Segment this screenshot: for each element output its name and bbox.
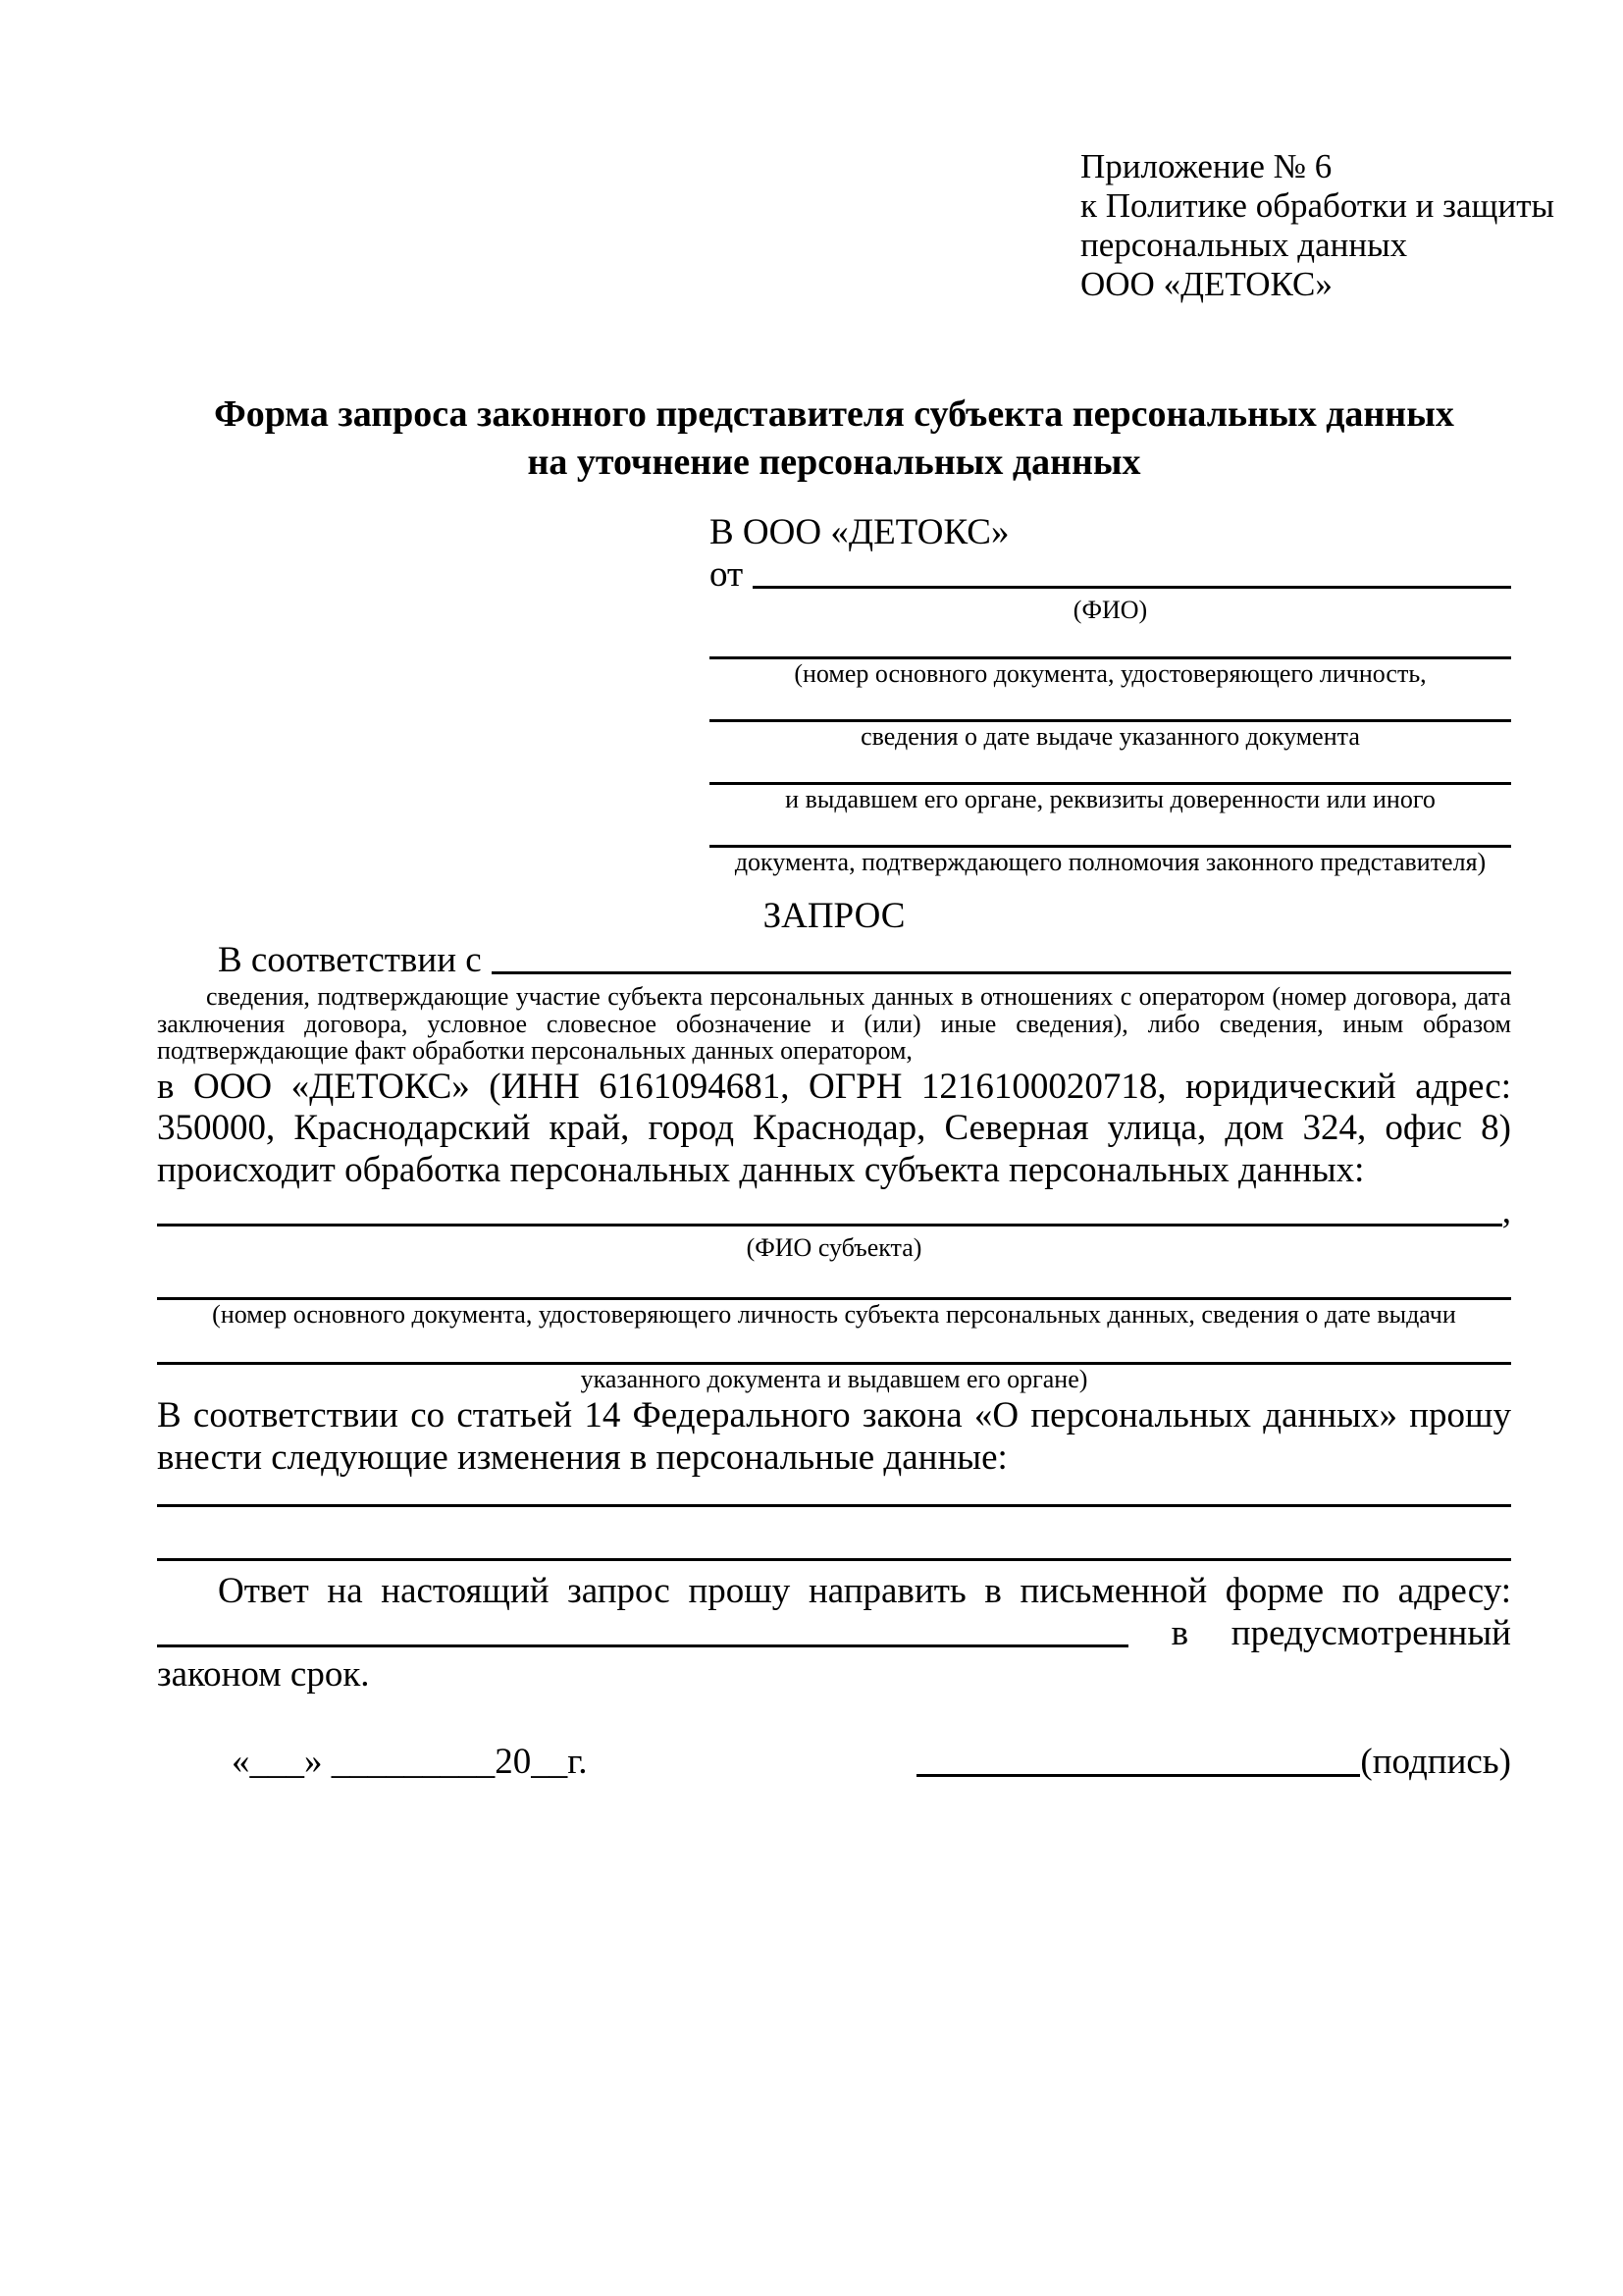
subject-doc-caption-2: указанного документа и выдавшем его органе) <box>580 1365 1088 1394</box>
date-line: «___» _________20__г. <box>232 1741 588 1782</box>
subject-fio-blank-line <box>157 1224 1502 1226</box>
form-title <box>157 391 1511 488</box>
addressee-block <box>709 512 1511 876</box>
address-row <box>157 1613 1511 1655</box>
appendix-line-2: к Политике обработки и защиты <box>1080 185 1555 225</box>
operator-paragraph: в ООО «ДЕТОКС» (ИНН 6161094681, ОГРН 1216100020718, юридический адрес: 350000, Краснодарский край, город Краснодар, Северная улица, дом 324, офис 8) происходит обработка персональных данных субъекта персональных данных: <box>157 1066 1511 1190</box>
doc-line-group-2 <box>709 719 1511 751</box>
changes-blank-line-2 <box>157 1558 1511 1561</box>
form-title-line-1: Форма запроса законного представителя субъекта персональных данных <box>214 392 1454 435</box>
appendix-line-1: Приложение № 6 <box>1080 147 1333 185</box>
intro-label: В соответствии с <box>218 939 482 980</box>
subject-fio-row <box>157 1191 1511 1233</box>
intro-footnote: сведения, подтверждающие участие субъекта персональных данных в отношениях с оператором (номер договора, дата заключения договора, условное словесное обозначение и (или) иные сведения), либо сведения, иным образом подтверждающие факт обработки персональных данных оператором, <box>157 982 1511 1066</box>
doc-line-group-1 <box>709 656 1511 688</box>
appendix-line-4: ООО «ДЕТОКС» <box>1080 264 1333 303</box>
addressee-to: В ООО «ДЕТОКС» <box>709 512 1010 553</box>
from-row <box>709 554 1511 597</box>
doc-line-caption-3: и выдавшем его органе, реквизиты доверенности или иного <box>785 784 1436 813</box>
doc-line-caption-1: (номер основного документа, удостоверяющего личность, <box>794 658 1427 688</box>
signature-block <box>916 1742 1511 1784</box>
from-label: от <box>709 553 744 595</box>
date-signature-row <box>157 1742 1511 1784</box>
reply-paragraph: Ответ на настоящий запрос прошу направить в письменной форме по адресу: <box>218 1571 1511 1612</box>
address-blank-line <box>157 1644 1128 1647</box>
trailing-comma: , <box>1501 1191 1511 1232</box>
doc-line-caption-2: сведения о дате выдаче указанного документа <box>861 721 1360 751</box>
closing-text: законом срок. <box>157 1654 370 1696</box>
form-title-line-2: на уточнение персональных данных <box>527 441 1141 483</box>
signature-caption: (подпись) <box>1360 1741 1511 1782</box>
doc-line-group-4 <box>709 845 1511 876</box>
intro-row <box>157 940 1511 982</box>
intro-blank-line <box>492 971 1511 974</box>
word-v: в <box>1171 1612 1189 1653</box>
changes-blank-line-1 <box>157 1504 1511 1507</box>
request-heading: ЗАПРОС <box>762 895 906 936</box>
fio-blank-line <box>753 586 1511 589</box>
signature-blank-line <box>916 1774 1360 1777</box>
appendix-line-3: персональных данных <box>1080 225 1408 264</box>
doc-line-group-3 <box>709 782 1511 813</box>
word-predusmotrenny: предусмотренный <box>1230 1612 1511 1653</box>
subject-fio-caption: (ФИО субъекта) <box>746 1232 922 1262</box>
doc-line-caption-4: документа, подтверждающего полномочия законного представителя) <box>734 847 1487 876</box>
appendix-header <box>1080 147 1555 304</box>
fio-caption: (ФИО) <box>1073 596 1148 625</box>
subject-doc-caption-1: (номер основного документа, удостоверяющего личность субъекта персональных данных, сведения о дате выдачи <box>212 1300 1456 1330</box>
law-paragraph: В соответствии со статьей 14 Федерального закона «О персональных данных» прошу внести следующие изменения в персональные данные: <box>157 1395 1511 1478</box>
